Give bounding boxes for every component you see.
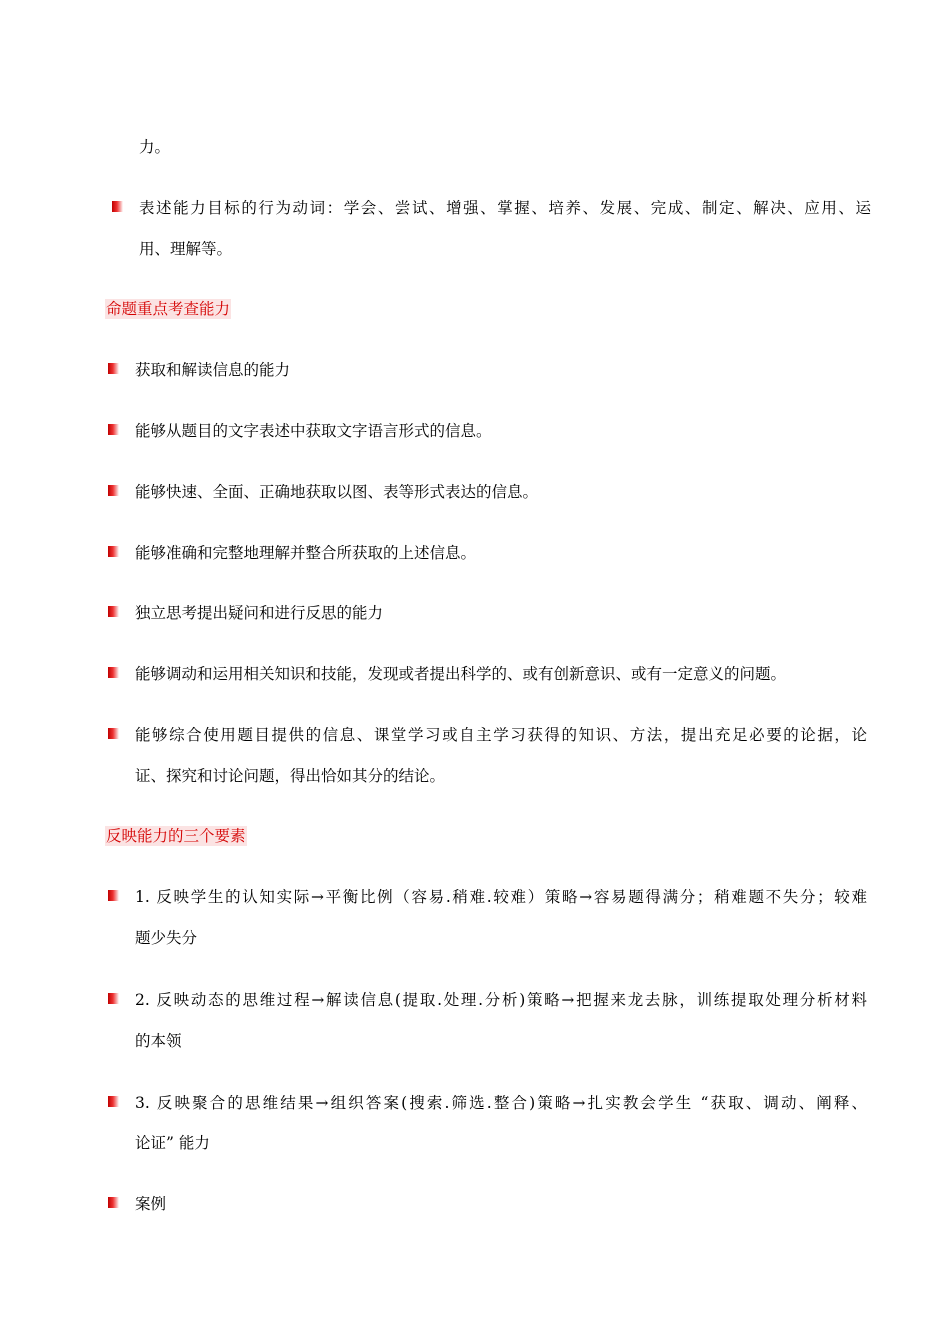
bullet-icon — [108, 485, 119, 496]
element-2-line-2: 的本领 — [135, 1032, 182, 1050]
bullet-icon — [108, 424, 119, 435]
list-item: 能够调动和运用相关知识和技能，发现或者提出科学的、或有创新意识、或有一定意义的问题。 — [135, 665, 787, 683]
bullet-icon — [108, 667, 119, 678]
section-heading-key-abilities: 命题重点考查能力 — [106, 300, 231, 318]
list-item: 独立思考提出疑问和进行反思的能力 — [135, 604, 384, 622]
section-heading-three-elements: 反映能力的三个要素 — [106, 827, 246, 845]
list-item: 能够快速、全面、正确地获取以图、表等形式表达的信息。 — [135, 483, 539, 501]
intro-tail-text: 力。 — [139, 138, 171, 156]
list-item: 能够从题目的文字表述中获取文字语言形式的信息。 — [135, 422, 492, 440]
case-label: 案例 — [135, 1195, 167, 1213]
verbs-line-2: 用、理解等。 — [139, 240, 233, 258]
bullet-icon — [108, 890, 119, 901]
bullet-icon — [108, 728, 119, 739]
element-3-line-2: 论证” 能力 — [135, 1134, 210, 1152]
verbs-line-1: 表述能力目标的行为动词：学会、尝试、增强、掌握、培养、发展、完成、制定、解决、应用、运 — [139, 199, 871, 217]
element-1-line-1: 1. 反映学生的认知实际→平衡比例（容易.稍难.较难）策略→容易题得满分；稍难题不失分；较难 — [135, 888, 867, 906]
element-1-line-2: 题少失分 — [135, 929, 198, 947]
element-2-line-1: 2. 反映动态的思维过程→解读信息(提取.处理.分析)策略→把握来龙去脉，训练提取处理分析材料 — [135, 991, 867, 1009]
element-3-line-1: 3. 反映聚合的思维结果→组织答案(搜索.筛选.整合)策略→扎实教会学生 “获取、调动、阐释、 — [135, 1094, 867, 1112]
list-item: 获取和解读信息的能力 — [135, 361, 291, 379]
list-item-line-1: 能够综合使用题目提供的信息、课堂学习或自主学习获得的知识、方法，提出充足必要的论据，论 — [135, 726, 867, 744]
bullet-icon — [108, 1096, 119, 1107]
bullet-icon — [108, 993, 119, 1004]
list-item: 能够准确和完整地理解并整合所获取的上述信息。 — [135, 544, 477, 562]
bullet-icon — [108, 363, 119, 374]
bullet-icon — [108, 546, 119, 557]
bullet-icon — [112, 201, 123, 212]
bullet-icon — [108, 1197, 119, 1208]
list-item-line-2: 证、探究和讨论问题，得出恰如其分的结论。 — [135, 767, 446, 785]
bullet-icon — [108, 606, 119, 617]
